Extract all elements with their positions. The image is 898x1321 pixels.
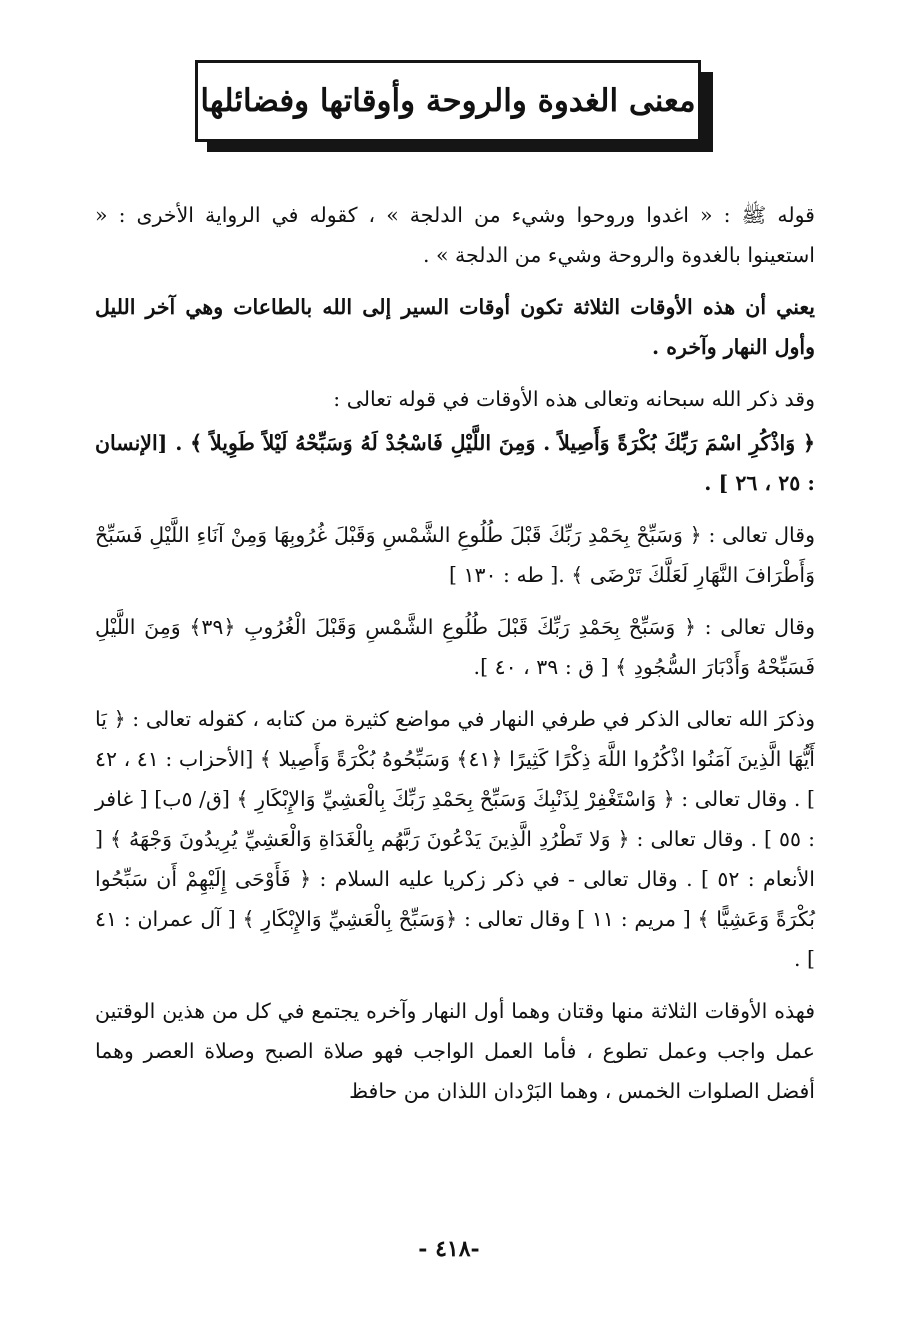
- paragraph-dhikr-verses: وذكرَ الله تعالى الذكر في طرفي النهار في مواضع كثيرة من كتابه ، كقوله تعالى : ﴿ يَا أَيُّهَا الَّذِينَ آمَنُوا اذْكُرُوا اللَّهَ ذِكْرًا كَثِيرًا ﴿٤١﴾ وَسَبِّحُوهُ بُكْرَةً وَأَصِيلا ﴾ [الأحزاب : ٤١ ، ٤٢ ] . وقال تعالى : ﴿ وَاسْتَغْفِرْ لِذَنْبِكَ وَسَبِّحْ بِحَمْدِ رَبِّكَ بِالْعَشِيِّ وَالإِبْكَارِ ﴾ [ق/ ٥ب] [ غافر : ٥٥ ] . وقال تعالى : ﴿ وَلا تَطْرُدِ الَّذِينَ يَدْعُونَ رَبَّهُم بِالْغَدَاةِ وَالْعَشِيِّ يُرِيدُونَ وَجْهَهُ ﴾ [ الأنعام : ٥٢ ] . وقال تعالى - في ذكر زكريا عليه السلام : ﴿ فَأَوْحَى إِلَيْهِمْ أَن سَبِّحُوا بُكْرَةً وَعَشِيًّا ﴾ [ مريم : ١١ ] وقال تعالى : ﴿وَسَبِّحْ بِالْعَشِيِّ وَالإِبْكَارِ ﴾ [ آل عمران : ٤١ ] .: [95, 707, 815, 971]
- paragraph-verse-qaf: وقال تعالى : ﴿ وَسَبِّحْ بِحَمْدِ رَبِّكَ قَبْلَ طُلُوعِ الشَّمْسِ وَقَبْلَ الْغُرُوبِ ﴿٣٩﴾ وَمِنَ اللَّيْلِ فَسَبِّحْهُ وَأَدْبَارَ السُّجُودِ ﴾ [ ق : ٣٩ ، ٤٠ ].: [95, 615, 815, 679]
- body-text: [95, 195, 815, 1123]
- paragraph-verse-insan: ﴿ وَاذْكُرِ اسْمَ رَبِّكَ بُكْرَةً وَأَصِيلاً . وَمِنَ اللَّيْلِ فَاسْجُدْ لَهُ وَسَبِّحْهُ لَيْلاً طَوِيلاً ﴾ . [الإنسان : ٢٥ ، ٢٦ ] .: [95, 431, 815, 495]
- chapter-title: معنى الغدوة والروحة وأوقاتها وفضائلها: [195, 60, 701, 142]
- paragraph-conclusion: فهذه الأوقات الثلاثة منها وقتان وهما أول النهار وآخره يجتمع في كل من هذين الوقتين عمل واجب وعمل تطوع ، فأما العمل الواجب فهو صلاة الصبح وصلاة العصر وهما أفضل الصلوات الخمس ، وهما البَرْدان اللذان من حافظ: [95, 999, 815, 1103]
- chapter-title-frame: [195, 60, 713, 152]
- paragraph-verse-taha: وقال تعالى : ﴿ وَسَبِّحْ بِحَمْدِ رَبِّكَ قَبْلَ طُلُوعِ الشَّمْسِ وَقَبْلَ غُرُوبِهَا وَمِنْ آنَاءِ اللَّيْلِ فَسَبِّحْ وَأَطْرَافَ النَّهَارِ لَعَلَّكَ تَرْضَى ﴾ .[ طه : ١٣٠ ]: [95, 523, 815, 587]
- paragraph-meaning: يعني أن هذه الأوقات الثلاثة تكون أوقات السير إلى الله بالطاعات وهي آخر الليل وأول النهار وآخره .: [95, 295, 815, 359]
- paragraph-intro-verses: وقد ذكر الله سبحانه وتعالى هذه الأوقات في قوله تعالى :: [333, 387, 815, 411]
- paragraph-hadith: قوله ﷺ : « اغدوا وروحوا وشيء من الدلجة » ، كقوله في الرواية الأخرى : « استعينوا بالغدوة والروحة وشيء من الدلجة » .: [95, 203, 815, 267]
- page-number: - ٤١٨-: [418, 1236, 480, 1262]
